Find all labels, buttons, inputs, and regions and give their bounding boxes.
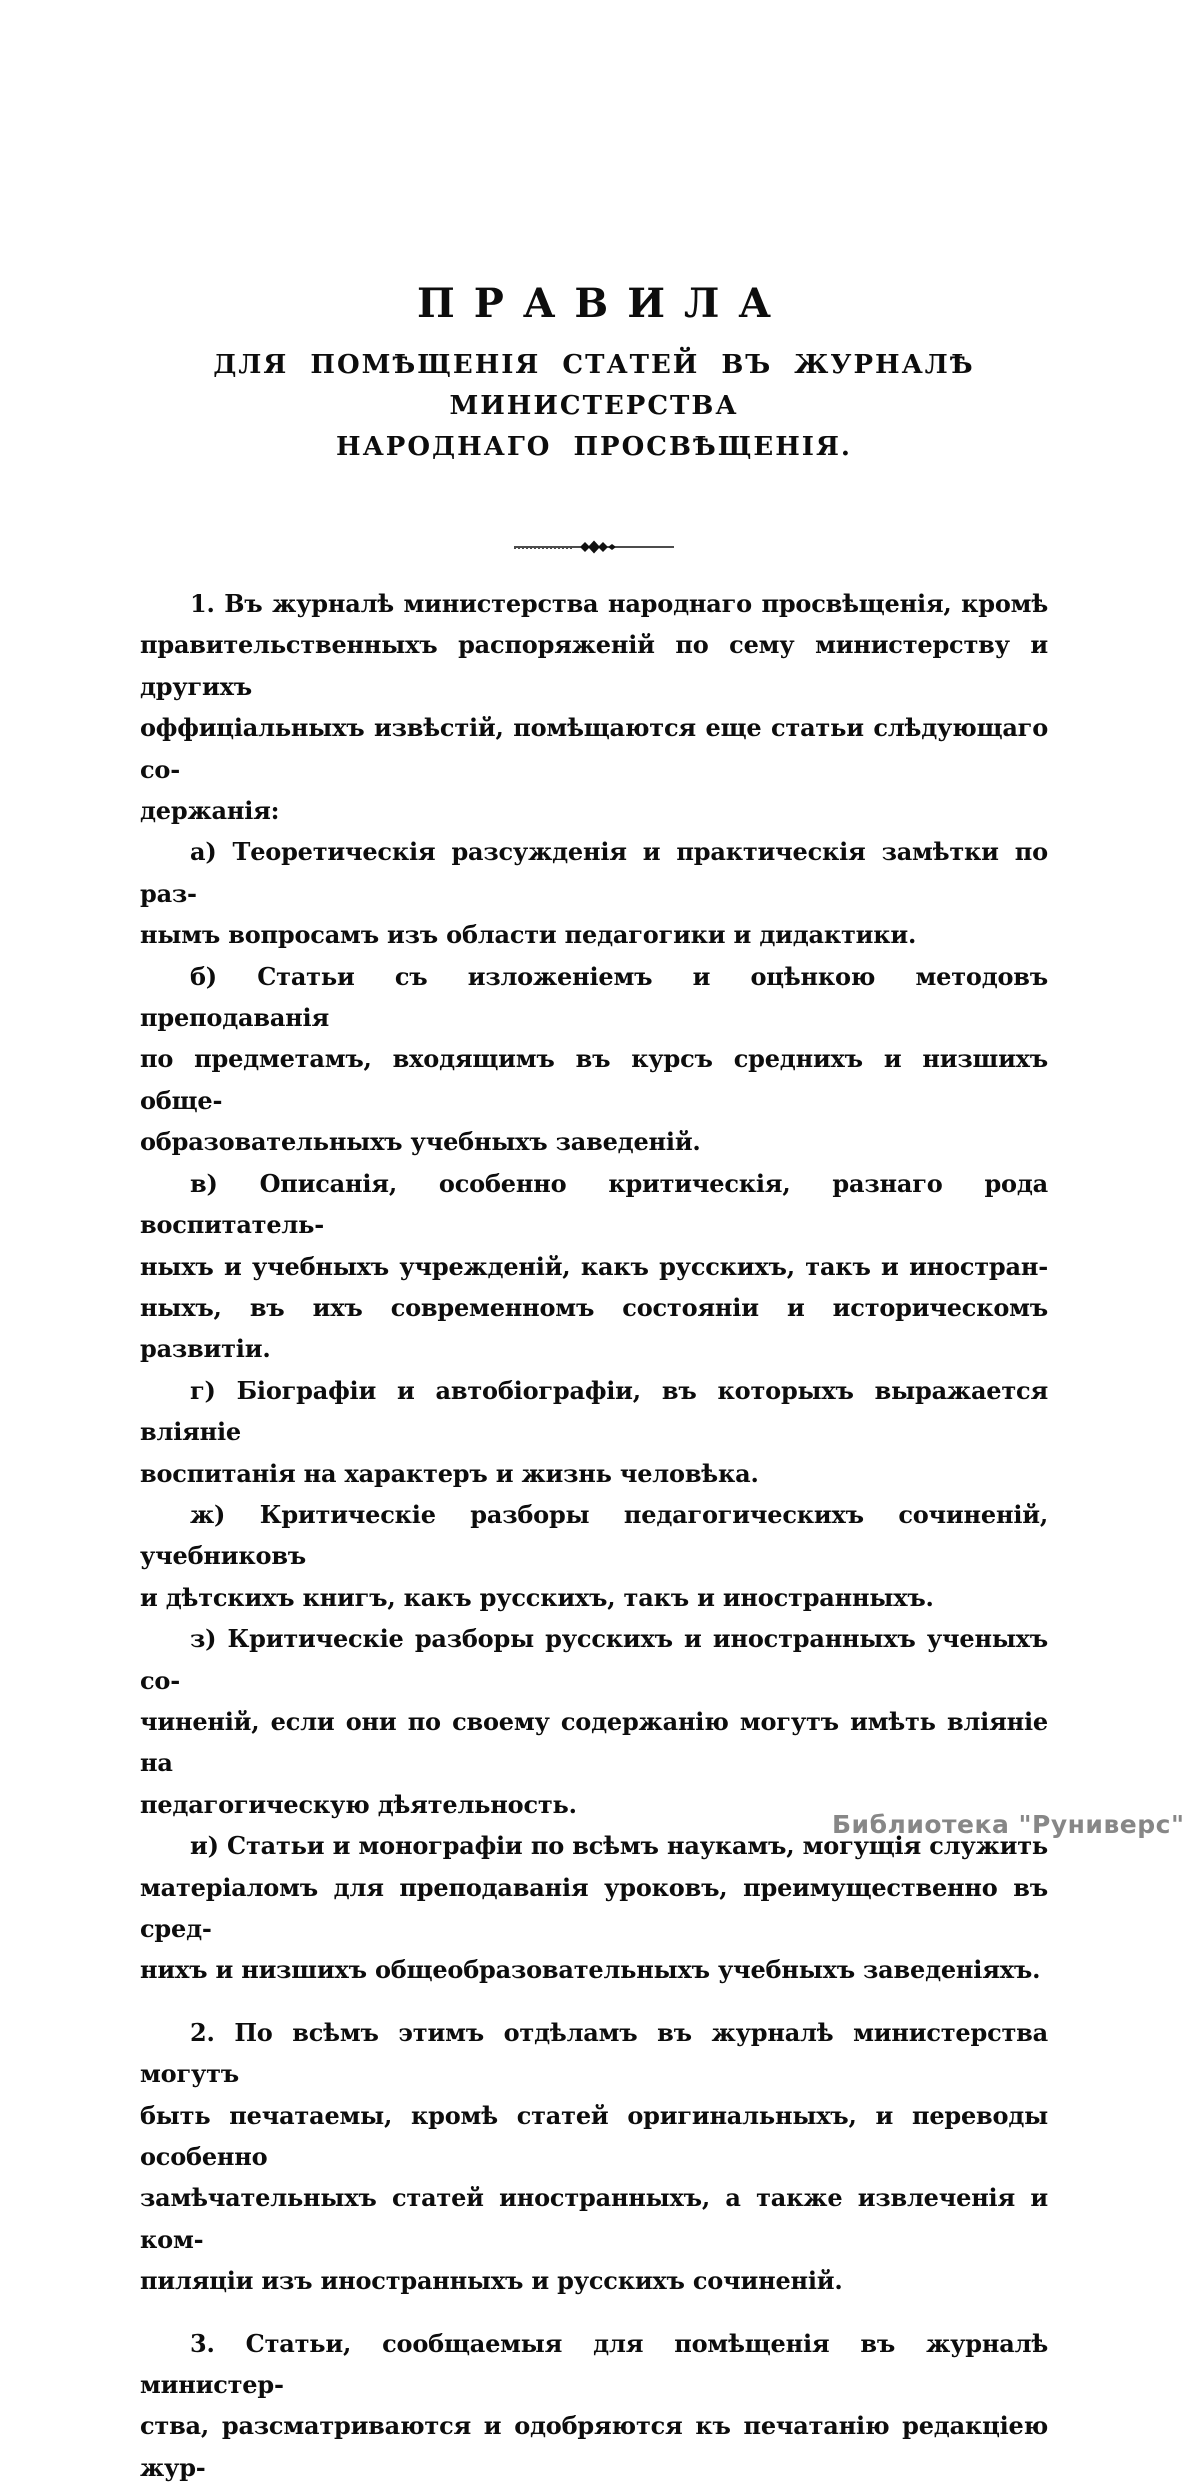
- body-line: правительственныхъ распоряженій по сему министерству и другихъ: [140, 630, 1048, 701]
- body-line: быть печатаемы, кромѣ статей оригинальныхъ, и переводы особенно: [140, 2100, 1048, 2172]
- body-line: по предметамъ, входящимъ въ курсъ среднихъ и низшихъ обще-: [140, 1044, 1048, 1115]
- body-line: 1. Въ журналѣ министерства народнаго просвѣщенія, кромѣ: [190, 589, 1048, 618]
- body-line: образовательныхъ учебныхъ заведеній.: [140, 1127, 701, 1157]
- body-line: и дѣтскихъ книгъ, какъ русскихъ, такъ и иностранныхъ.: [140, 1582, 934, 1612]
- body-line: держанія:: [140, 796, 280, 826]
- body-line: чиненій, если они по своему содержанію могутъ имѣть вліяніе на: [140, 1706, 1048, 1778]
- body-line: г) Біографіи и автобіографіи, въ которыхъ выражается вліяніе: [140, 1375, 1048, 1447]
- body-line: нихъ и низшихъ общеобразовательныхъ учебныхъ заведеніяхъ.: [140, 1955, 1041, 1985]
- body-line: а) Теоретическія разсужденія и практическія замѣтки по раз-: [140, 837, 1048, 908]
- body-line: нымъ вопросамъ изъ области педагогики и дидактики.: [140, 920, 917, 950]
- divider-ornament-icon: [140, 540, 1048, 554]
- document-body: [140, 583, 1048, 2488]
- body-line: педагогическую дѣятельность.: [140, 1789, 577, 1819]
- page-title: ПРАВИЛА: [417, 280, 790, 327]
- body-line: в) Описанія, особенно критическія, разнаго рода воспитатель-: [140, 1168, 1048, 1240]
- library-watermark: Библиотека "Руниверс": [832, 1810, 1185, 1839]
- body-line: пиляціи изъ иностранныхъ и русскихъ сочиненій.: [140, 2266, 843, 2296]
- body-line: ныхъ, въ ихъ современномъ состояніи и историческомъ развитіи.: [140, 1292, 1048, 1364]
- body-line: и) Статьи и монографіи по всѣмъ наукамъ, могущія служить: [190, 1831, 1048, 1861]
- body-line: оффиціальныхъ извѣстій, помѣщаются еще статьи слѣдующаго со-: [140, 713, 1048, 784]
- body-line: ж) Критическіе разборы педагогическихъ сочиненій, учебниковъ: [140, 1499, 1048, 1571]
- body-line: ныхъ и учебныхъ учрежденій, какъ русскихъ, такъ и иностран-: [140, 1251, 1048, 1281]
- body-line: 3. Статьи, сообщаемыя для помѣщенія въ журналѣ министер-: [140, 2328, 1048, 2400]
- body-line: матеріаломъ для преподаванія уроковъ, преимущественно въ сред-: [140, 1872, 1048, 1943]
- body-line: замѣчательныхъ статей иностранныхъ, а также извлеченія и ком-: [140, 2183, 1048, 2254]
- body-line: з) Критическіе разборы русскихъ и иностранныхъ ученыхъ со-: [140, 1624, 1048, 1695]
- subtitle-line-2: НАРОДНАГО ПРОСВѢЩЕНІЯ.: [336, 432, 852, 462]
- body-line: ства, разсматриваются и одобряются къ печатанію редакціею жур-: [140, 2411, 1048, 2482]
- body-line: 2. По всѣмъ этимъ отдѣламъ въ журналѣ министерства могутъ: [140, 2017, 1048, 2089]
- page-subtitle: [110, 345, 1078, 468]
- subtitle-line-1: ДЛЯ ПОМѢЩЕНІЯ СТАТЕЙ ВЪ ЖУРНАЛѢ МИНИСТЕРСТВА: [213, 350, 975, 421]
- body-line: б) Статьи съ изложеніемъ и оцѣнкою методовъ преподаванія: [140, 961, 1048, 1033]
- body-line: воспитанія на характеръ и жизнь человѣка.: [140, 1458, 759, 1488]
